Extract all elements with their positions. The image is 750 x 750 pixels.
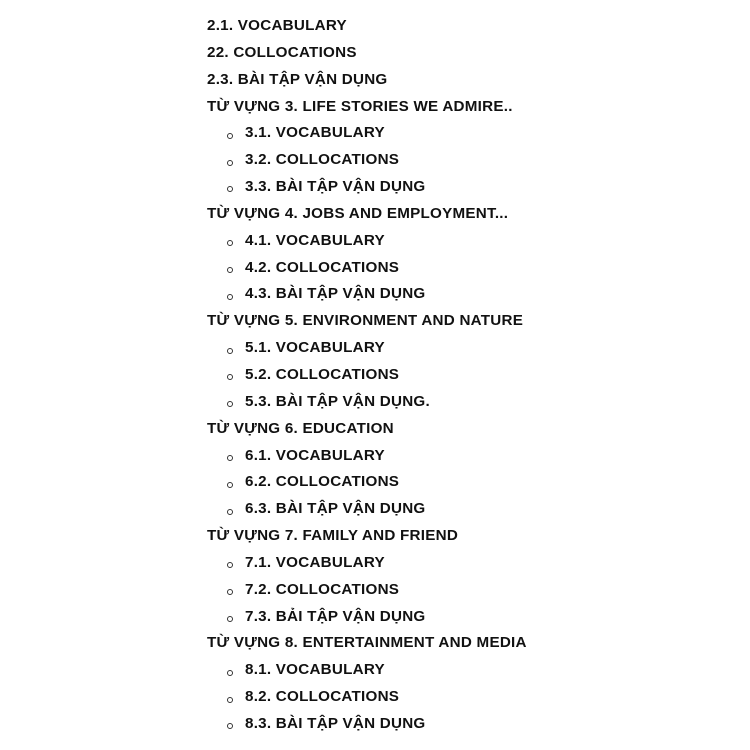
hollow-circle-bullet-icon xyxy=(227,186,233,192)
hollow-circle-bullet-icon xyxy=(227,160,233,166)
toc-item-label: 7.3. BẢI TẬP VẬN DỤNG xyxy=(245,607,426,625)
toc-item-label: 3.2. COLLOCATIONS xyxy=(245,151,400,169)
toc-section-item[interactable] xyxy=(207,40,737,67)
toc-item-label: TỪ VỰNG 8. ENTERTAINMENT AND MEDIA xyxy=(207,634,527,652)
hollow-circle-bullet-icon xyxy=(227,562,233,568)
hollow-circle-bullet-icon xyxy=(227,482,233,488)
hollow-circle-bullet-icon xyxy=(227,670,233,676)
hollow-circle-bullet-icon xyxy=(227,348,233,354)
toc-subitem[interactable] xyxy=(207,281,737,308)
toc-item-label: TỪ VỰNG 3. LIFE STORIES WE ADMIRE.. xyxy=(207,97,513,115)
hollow-circle-bullet-icon xyxy=(227,133,233,139)
hollow-circle-bullet-icon xyxy=(227,509,233,515)
toc-section-item[interactable] xyxy=(207,67,737,94)
toc-item-label: 3.1. VOCABULARY xyxy=(245,124,385,142)
toc-section-item[interactable] xyxy=(207,308,737,335)
toc-item-label: 6.2. COLLOCATIONS xyxy=(245,473,400,491)
toc-section-item[interactable] xyxy=(207,523,737,550)
toc-item-label: TỪ VỰNG 6. EDUCATION xyxy=(207,419,394,437)
toc-item-label: TỪ VỰNG 4. JOBS AND EMPLOYMENT... xyxy=(207,204,509,222)
toc-subitem[interactable] xyxy=(207,657,737,684)
hollow-circle-bullet-icon xyxy=(227,374,233,380)
toc-section-item[interactable] xyxy=(207,416,737,443)
toc-subitem[interactable] xyxy=(207,443,737,470)
table-of-contents xyxy=(207,13,737,738)
toc-item-label: 4.2. COLLOCATIONS xyxy=(245,258,400,276)
toc-item-label: 2.1. VOCABULARY xyxy=(207,17,347,34)
hollow-circle-bullet-icon xyxy=(227,401,233,407)
toc-section-item[interactable] xyxy=(207,630,737,657)
toc-subitem[interactable] xyxy=(207,120,737,147)
toc-subitem[interactable] xyxy=(207,684,737,711)
toc-subitem[interactable] xyxy=(207,362,737,389)
toc-item-label: 4.1. VOCABULARY xyxy=(245,231,385,249)
hollow-circle-bullet-icon xyxy=(227,589,233,595)
hollow-circle-bullet-icon xyxy=(227,455,233,461)
hollow-circle-bullet-icon xyxy=(227,616,233,622)
toc-item-label: 22. COLLOCATIONS xyxy=(207,43,357,61)
hollow-circle-bullet-icon xyxy=(227,294,233,300)
toc-subitem[interactable] xyxy=(207,174,737,201)
toc-item-label: 2.3. BÀI TẬP VẬN DỤNG xyxy=(207,70,388,88)
toc-item-label: 8.3. BÀI TẬP VẬN DỤNG xyxy=(245,714,426,732)
toc-item-label: 5.1. VOCABULARY xyxy=(245,339,385,357)
toc-subitem[interactable] xyxy=(207,228,737,255)
toc-item-label: 6.1. VOCABULARY xyxy=(245,446,385,464)
hollow-circle-bullet-icon xyxy=(227,267,233,273)
toc-subitem[interactable] xyxy=(207,604,737,631)
toc-item-label: TỪ VỰNG 5. ENVIRONMENT AND NATURE xyxy=(207,312,524,330)
toc-item-label: 5.2. COLLOCATIONS xyxy=(245,365,400,383)
toc-item-label: 3.3. BÀI TẬP VẬN DỤNG xyxy=(245,178,426,196)
toc-subitem[interactable] xyxy=(207,147,737,174)
hollow-circle-bullet-icon xyxy=(227,723,233,729)
hollow-circle-bullet-icon xyxy=(227,697,233,703)
toc-item-label: 5.3. BÀI TẬP VẬN DỤNG. xyxy=(245,392,430,410)
toc-subitem[interactable] xyxy=(207,335,737,362)
toc-subitem[interactable] xyxy=(207,550,737,577)
hollow-circle-bullet-icon xyxy=(227,240,233,246)
toc-item-label: TỪ VỰNG 7. FAMILY AND FRIEND xyxy=(207,527,459,545)
toc-subitem[interactable] xyxy=(207,496,737,523)
toc-item-label: 8.1. VOCABULARY xyxy=(245,661,385,679)
toc-subitem[interactable] xyxy=(207,255,737,282)
toc-subitem[interactable] xyxy=(207,469,737,496)
toc-section-item[interactable] xyxy=(207,201,737,228)
toc-subitem[interactable] xyxy=(207,577,737,604)
toc-section-item[interactable] xyxy=(207,13,737,40)
toc-subitem[interactable] xyxy=(207,711,737,738)
toc-item-label: 7.1. VOCABULARY xyxy=(245,553,385,571)
toc-item-label: 8.2. COLLOCATIONS xyxy=(245,688,400,706)
toc-item-label: 7.2. COLLOCATIONS xyxy=(245,580,400,598)
toc-item-label: 6.3. BÀI TẬP VẬN DỤNG xyxy=(245,500,426,518)
toc-item-label: 4.3. BÀI TẬP VẬN DỤNG xyxy=(245,285,426,303)
toc-section-item[interactable] xyxy=(207,94,737,121)
toc-subitem[interactable] xyxy=(207,389,737,416)
